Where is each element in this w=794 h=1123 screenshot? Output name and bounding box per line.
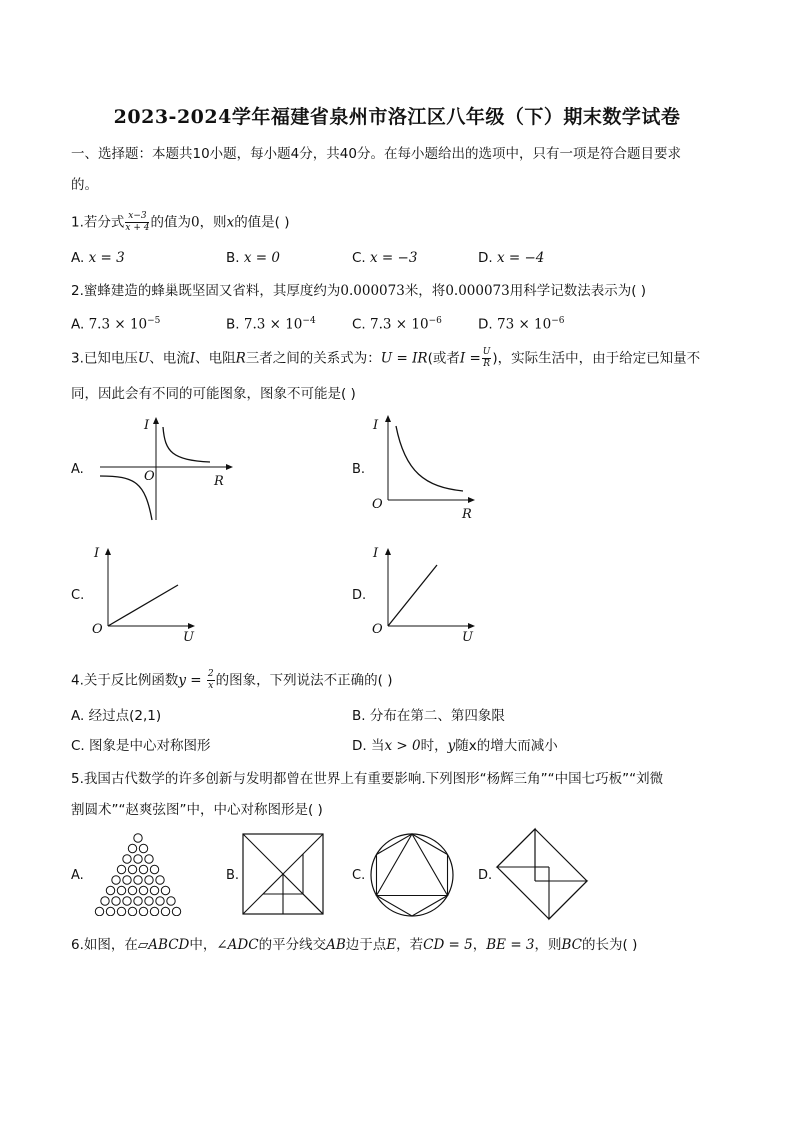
q4-option-d: D. 当x > 0时，y随x的增大而减小 (352, 738, 558, 754)
inscribed-hexagon (376, 834, 447, 916)
q5-option-b-label: B. (226, 868, 240, 883)
circle-dot (101, 897, 109, 905)
circle-dot (134, 855, 142, 863)
circle-dot (106, 907, 114, 915)
q5-option-d-label: D. (478, 868, 493, 883)
question-4: 4.关于反比例函数y = $\frac{2}{x}$ 的图象，下列说法不正确的( ) (71, 669, 393, 691)
q2-option-a: A. $7.3 \times 10^{-5}$ (71, 316, 161, 333)
circle-dot (145, 855, 153, 863)
q3-graph-b (380, 412, 480, 507)
outer-circle (371, 834, 453, 916)
circle-dot (128, 844, 136, 852)
circle-dot (123, 897, 131, 905)
q3-graph-a (90, 412, 240, 527)
q2-option-d: D. $73 \times 10^{-6}$ (478, 316, 565, 333)
circle-dot (134, 834, 142, 842)
q3-option-a-label: A. (71, 462, 84, 477)
q3-graph-c (100, 545, 200, 635)
q3-a-axis-r: R (214, 474, 224, 489)
q1-option-b: B. x = 0 (226, 250, 280, 266)
question-6: 6.如图，在▱ABCD中，∠ADC的平分线交AB边于点E，若CD = 5，BE = 3，则BC的长为( ) (71, 937, 638, 953)
circle-dot (150, 907, 158, 915)
page-title: 2023-2024学年福建省泉州市洛江区八年级（下）期末数学试卷 (113, 106, 681, 128)
q3-c-origin: O (92, 622, 103, 637)
q1-option-c: C. x = −3 (352, 250, 418, 266)
circle-dot (112, 897, 120, 905)
fraction: $\frac{2}{x}$ (207, 669, 214, 691)
q3-graph-d (380, 545, 480, 635)
circle-dot (117, 865, 125, 873)
q1-option-a: A. x = 3 (71, 250, 125, 266)
circle-dot (139, 886, 147, 894)
circle-dot (139, 907, 147, 915)
circle-dot (128, 865, 136, 873)
q3-d-origin: O (372, 622, 383, 637)
q3-b-origin: O (372, 497, 383, 512)
q4-option-a: A. 经过点(2,1) (71, 708, 162, 724)
circle-dot (95, 907, 103, 915)
circle-dot (117, 907, 125, 915)
q5-option-a-label: A. (71, 868, 84, 883)
q3-b-axis-r: R (462, 507, 472, 522)
circle-dot (167, 897, 175, 905)
question-3-line2: 同，因此会有不同的可能图象，图象不可能是( ) (71, 386, 356, 402)
circle-dot (145, 876, 153, 884)
question-5-line2: 割圆术”“赵爽弦图”中，中心对称图形是( ) (71, 802, 323, 818)
section-instructions-line2: 的。 (71, 177, 98, 193)
circle-dot (112, 876, 120, 884)
circle-dot (172, 907, 180, 915)
fraction: $\frac{U}{R}$ (482, 347, 491, 369)
circle-dot (134, 897, 142, 905)
inscribed-triangle (376, 834, 447, 896)
q3-d-axis-i: I (373, 546, 379, 561)
circle-dot (128, 907, 136, 915)
q5-option-c-label: C. (352, 868, 366, 883)
q3-option-b-label: B. (352, 462, 366, 477)
circle-dot (150, 886, 158, 894)
circle-dot (128, 886, 136, 894)
question-3-line1: 3.已知电压U、电流I、电阻R三者之间的关系式为：U = IR(或者I = $\frac{U}{R}$ )，实际生活中，由于给定已知量不 (71, 347, 701, 369)
q3-a-axis-i: I (144, 418, 150, 433)
q5-figure-liuhui-circle (367, 830, 457, 920)
circle-dot (161, 907, 169, 915)
q2-option-c: C. $7.3 \times 10^{-6}$ (352, 316, 442, 333)
circle-dot (117, 886, 125, 894)
q3-c-axis-i: I (94, 546, 100, 561)
q5-figure-tangram (242, 833, 324, 915)
q5-figure-zhaoshuang-diagram (494, 826, 590, 922)
circle-dot (156, 876, 164, 884)
q3-option-d-label: D. (352, 588, 367, 603)
q3-c-axis-u: U (183, 630, 194, 645)
circle-dot (134, 876, 142, 884)
circle-dot (106, 886, 114, 894)
circle-dot (161, 886, 169, 894)
question-1: 1.若分式 $\frac{x-3}{x + 4}$ 的值为0，则x的值是( ) (71, 211, 290, 233)
circle-dot (139, 844, 147, 852)
q5-figure-yanghui-triangle (88, 832, 188, 916)
circle-dot (156, 897, 164, 905)
q3-d-axis-u: U (462, 630, 473, 645)
section-instructions-line1: 一、选择题：本题共10小题，每小题4分，共40分。在每小题给出的选项中，只有一项是符合题目要求 (71, 146, 681, 162)
circle-dot (145, 897, 153, 905)
question-5-line1: 5.我国古代数学的许多创新与发明都曾在世界上有重要影响.下列图形“杨辉三角”“中国七巧板”“刘微 (71, 771, 664, 787)
circle-dot (123, 876, 131, 884)
question-2: 2.蜜蜂建造的蜂巢既坚固又省料，其厚度约为0.000073米，将0.000073用科学记数法表示为( ) (71, 283, 647, 299)
circle-dot (123, 855, 131, 863)
q4-option-c: C. 图象是中心对称图形 (71, 738, 211, 754)
q4-option-b: B. 分布在第二、第四象限 (352, 708, 505, 724)
circle-dot (150, 865, 158, 873)
q2-option-b: B. $7.3 \times 10^{-4}$ (226, 316, 316, 333)
fraction: $\frac{x-3}{x + 4}$ (125, 211, 150, 233)
q3-b-axis-i: I (373, 418, 379, 433)
q3-option-c-label: C. (71, 588, 85, 603)
q1-option-d: D. x = −4 (478, 250, 545, 266)
circle-dot (139, 865, 147, 873)
q3-a-origin: O (144, 469, 155, 484)
